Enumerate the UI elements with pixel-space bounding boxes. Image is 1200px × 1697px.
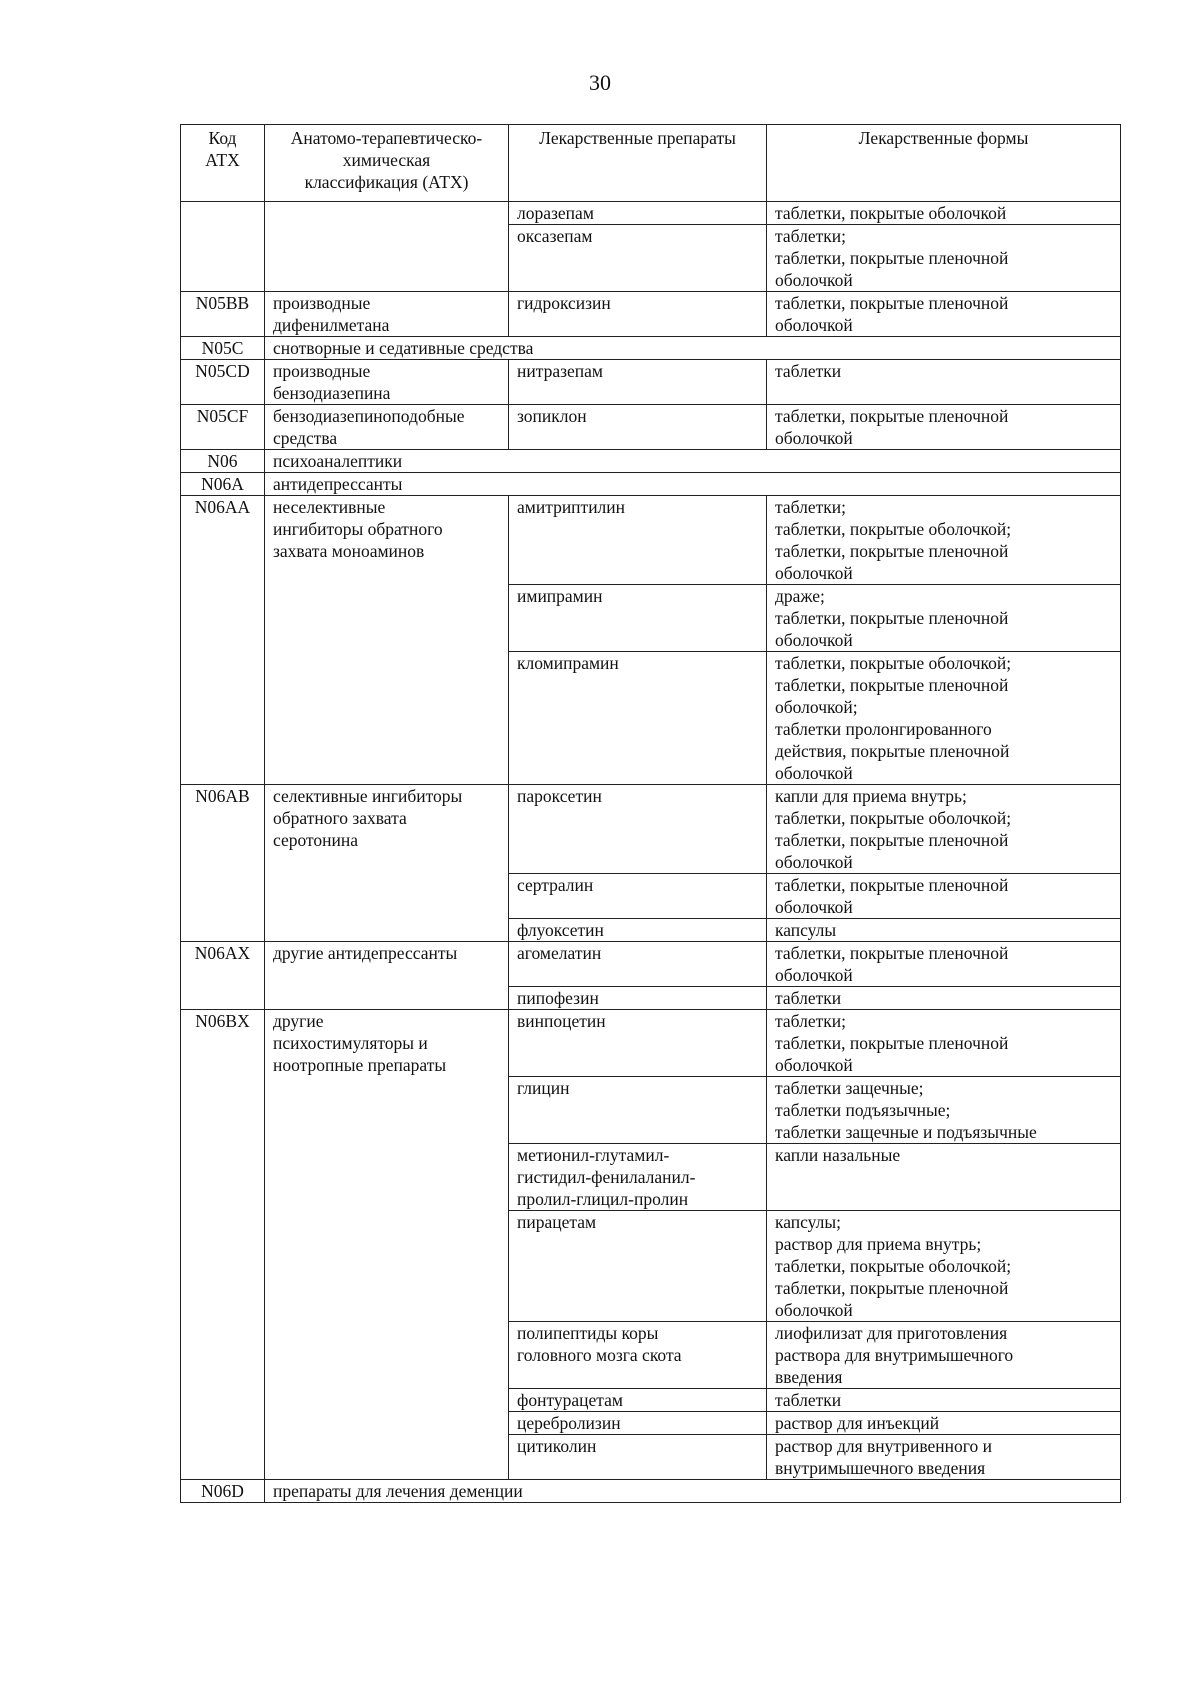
text-line: флуоксетин [517, 920, 604, 940]
header-forms [767, 125, 1121, 202]
dosage-form-cell [767, 1144, 1121, 1211]
text-line: антидепрессанты [273, 474, 403, 494]
text-line: таблетки; [775, 497, 846, 517]
atx-code-cell [181, 405, 265, 450]
text-line: N05C [201, 338, 244, 358]
text-line: глицин [517, 1078, 570, 1098]
dosage-form-cell [767, 919, 1121, 942]
atx-table [180, 124, 1121, 1503]
text-line: капли назальные [775, 1145, 901, 1165]
text-line: таблетки, покрытые пленочной [775, 248, 1009, 268]
text-line: оболочкой [775, 315, 853, 335]
classification-cell [265, 292, 509, 337]
text-line: цитиколин [517, 1436, 597, 1456]
text-line: капсулы; [775, 1212, 842, 1232]
dosage-form-cell [767, 1389, 1121, 1412]
drug-cell [509, 987, 767, 1010]
drug-cell [509, 292, 767, 337]
dosage-form-cell [767, 202, 1121, 225]
text-line: психоаналептики [273, 451, 403, 471]
dosage-form-cell [767, 942, 1121, 987]
text-line: N06D [201, 1481, 244, 1501]
dosage-form-cell [767, 1412, 1121, 1435]
text-line: таблетки, покрытые оболочкой; [775, 519, 1012, 539]
dosage-form-cell [767, 360, 1121, 405]
text-line: обратного захвата [273, 808, 407, 828]
text-line: N06AX [194, 943, 251, 963]
atx-code-cell [181, 450, 265, 473]
text-line: введения [775, 1367, 843, 1387]
text-line: таблетки; [775, 1011, 846, 1031]
atx-code-cell [181, 337, 265, 360]
text-line: таблетки, покрытые пленочной [775, 875, 1009, 895]
table-row [181, 942, 1121, 987]
text-line: раствор для приема внутрь; [775, 1234, 982, 1254]
drug-cell [509, 360, 767, 405]
text-line: ингибиторы обратного [273, 519, 443, 539]
page-number: 30 [589, 70, 611, 95]
text-line: метионил-глутамил- [517, 1145, 670, 1165]
table-row [181, 405, 1121, 450]
text-line: N06BX [195, 1011, 250, 1031]
drug-cell [509, 225, 767, 292]
classification-cell [265, 496, 509, 785]
text-line: гистидил-фенилаланил- [517, 1167, 696, 1187]
table-row [181, 292, 1121, 337]
dosage-form-cell [767, 1211, 1121, 1322]
atx-code-cell [181, 1480, 265, 1503]
text-line: N06AB [195, 786, 250, 806]
drug-cell [509, 202, 767, 225]
drug-cell [509, 1144, 767, 1211]
text-line: пароксетин [517, 786, 602, 806]
text-line: таблетки, покрытые пленочной [775, 293, 1009, 313]
text-line: оболочкой; [775, 697, 858, 717]
text-line: гидроксизин [517, 293, 611, 313]
text-line: оболочкой [775, 1055, 853, 1075]
text-line: оболочкой [775, 270, 853, 290]
drug-cell [509, 1435, 767, 1480]
text-line: агомелатин [517, 943, 602, 963]
text-line: таблетки, покрытые оболочкой; [775, 808, 1012, 828]
drug-cell [509, 1322, 767, 1389]
text-line: таблетки пролонгированного [775, 719, 992, 739]
dosage-form-cell [767, 225, 1121, 292]
text-line: оболочкой [775, 563, 853, 583]
text-line: оболочкой [775, 852, 853, 872]
text-line: Лекарственные формы [858, 128, 1029, 148]
dosage-form-cell [767, 292, 1121, 337]
table-row [181, 785, 1121, 874]
table-header-row [181, 125, 1121, 202]
dosage-form-cell [767, 496, 1121, 585]
dosage-form-cell [767, 1435, 1121, 1480]
text-line: имипрамин [517, 586, 603, 606]
text-line: лиофилизат для приготовления [775, 1323, 1008, 1343]
dosage-form-cell [767, 785, 1121, 874]
text-line: N06AA [194, 497, 251, 517]
atx-code-cell [181, 473, 265, 496]
drug-cell [509, 1010, 767, 1077]
dosage-form-cell [767, 405, 1121, 450]
drug-cell [509, 652, 767, 785]
classification-cell [265, 360, 509, 405]
dosage-form-cell [767, 874, 1121, 919]
classification-cell [265, 450, 1121, 473]
atx-code-cell [181, 942, 265, 1010]
text-line: оболочкой [775, 1300, 853, 1320]
drug-cell [509, 496, 767, 585]
table-row [181, 496, 1121, 585]
text-line: церебролизин [517, 1413, 621, 1433]
classification-cell [265, 1010, 509, 1480]
atx-code-cell [181, 292, 265, 337]
classification-cell [265, 473, 1121, 496]
text-line: дифенилметана [273, 315, 390, 335]
text-line: раствор для внутривенного и [775, 1436, 993, 1456]
text-line: лоразепам [517, 203, 594, 223]
text-line: химическая [342, 150, 431, 170]
text-line: таблетки подъязычные; [775, 1100, 951, 1120]
text-line: препараты для лечения деменции [273, 1481, 523, 1501]
text-line: таблетки защечные; [775, 1078, 924, 1098]
text-line: раствор для инъекций [775, 1413, 940, 1433]
drug-cell [509, 1077, 767, 1144]
drug-cell [509, 1389, 767, 1412]
text-line: пирацетам [517, 1212, 597, 1232]
text-line: классификация (АТХ) [304, 172, 469, 192]
atx-code-cell [181, 785, 265, 942]
text-line: производные [273, 361, 371, 381]
atx-code-cell [181, 1010, 265, 1480]
text-line: оболочкой [775, 965, 853, 985]
text-line: внутримышечного введения [775, 1458, 986, 1478]
text-line: N06A [201, 474, 244, 494]
atx-code-cell [181, 202, 265, 292]
text-line: таблетки, покрытые пленочной [775, 1033, 1009, 1053]
classification-cell [265, 337, 1121, 360]
table-row [181, 202, 1121, 225]
text-line: пролил-глицил-пролин [517, 1189, 689, 1209]
classification-cell [265, 405, 509, 450]
atx-table-body [181, 202, 1121, 1503]
text-line: снотворные и седативные средства [273, 338, 534, 358]
text-line: психостимуляторы и [273, 1033, 428, 1053]
drug-cell [509, 874, 767, 919]
text-line: таблетки, покрытые пленочной [775, 943, 1009, 963]
text-line: N06 [207, 451, 238, 471]
text-line: полипептиды коры [517, 1323, 659, 1343]
header-drugs [509, 125, 767, 202]
text-line: таблетки, покрытые пленочной [775, 1278, 1009, 1298]
text-line: бензодиазепина [273, 383, 391, 403]
text-line: АТХ [205, 150, 240, 170]
table-row [181, 473, 1121, 496]
text-line: таблетки; [775, 226, 846, 246]
text-line: производные [273, 293, 371, 313]
text-line: таблетки, покрытые оболочкой; [775, 1256, 1012, 1276]
table-row [181, 360, 1121, 405]
header-code [181, 125, 265, 202]
drug-cell [509, 785, 767, 874]
text-line: селективные ингибиторы [273, 786, 463, 806]
text-line: нитразепам [517, 361, 603, 381]
text-line: N05CD [195, 361, 250, 381]
text-line: оболочкой [775, 897, 853, 917]
text-line: захвата моноаминов [273, 541, 425, 561]
text-line: таблетки, покрытые оболочкой [775, 203, 1007, 223]
dosage-form-cell [767, 652, 1121, 785]
dosage-form-cell [767, 1010, 1121, 1077]
atx-code-cell [181, 496, 265, 785]
text-line: средства [273, 428, 338, 448]
drug-cell [509, 942, 767, 987]
text-line: Код [208, 128, 237, 148]
drug-cell [509, 919, 767, 942]
text-line: оболочкой [775, 763, 853, 783]
text-line: кломипрамин [517, 653, 619, 673]
classification-cell [265, 942, 509, 1010]
text-line: оболочкой [775, 428, 853, 448]
text-line: таблетки [775, 1390, 842, 1410]
text-line: таблетки, покрытые оболочкой; [775, 653, 1012, 673]
dosage-form-cell [767, 1322, 1121, 1389]
text-line: Лекарственные препараты [539, 128, 736, 148]
drug-cell [509, 1211, 767, 1322]
text-line: другие [273, 1011, 324, 1031]
dosage-form-cell [767, 1077, 1121, 1144]
text-line: пипофезин [517, 988, 599, 1008]
text-line: амитриптилин [517, 497, 626, 517]
header-classification [265, 125, 509, 202]
table-row [181, 337, 1121, 360]
text-line: серотонина [273, 830, 359, 850]
text-line: оксазепам [517, 226, 593, 246]
text-line: бензодиазепиноподобные [273, 406, 465, 426]
text-line: таблетки, покрытые пленочной [775, 608, 1009, 628]
drug-cell [509, 1412, 767, 1435]
text-line: ноотропные препараты [273, 1055, 447, 1075]
table-row [181, 1480, 1121, 1503]
text-line: действия, покрытые пленочной [775, 741, 1010, 761]
text-line: раствора для внутримышечного [775, 1345, 1014, 1365]
drug-cell [509, 405, 767, 450]
text-line: N05CF [196, 406, 249, 426]
text-line: таблетки защечные и подъязычные [775, 1122, 1037, 1142]
text-line: капли для приема внутрь; [775, 786, 967, 806]
text-line: Анатомо-терапевтическо- [290, 128, 483, 148]
text-line: таблетки, покрытые пленочной [775, 541, 1009, 561]
text-line: зопиклон [517, 406, 587, 426]
classification-cell [265, 785, 509, 942]
atx-code-cell [181, 360, 265, 405]
text-line: капсулы [775, 920, 837, 940]
text-line: таблетки, покрытые пленочной [775, 675, 1009, 695]
text-line: таблетки, покрытые пленочной [775, 406, 1009, 426]
table-row [181, 450, 1121, 473]
text-line: сертралин [517, 875, 594, 895]
text-line: оболочкой [775, 630, 853, 650]
text-line: неселективные [273, 497, 386, 517]
dosage-form-cell [767, 987, 1121, 1010]
text-line: винпоцетин [517, 1011, 606, 1031]
classification-cell [265, 202, 509, 292]
text-line: другие антидепрессанты [273, 943, 458, 963]
text-line: N05BB [195, 293, 250, 313]
text-line: таблетки, покрытые пленочной [775, 830, 1009, 850]
text-line: драже; [775, 586, 825, 606]
text-line: таблетки [775, 361, 842, 381]
drug-cell [509, 585, 767, 652]
classification-cell [265, 1480, 1121, 1503]
text-line: головного мозга скота [517, 1345, 682, 1365]
text-line: таблетки [775, 988, 842, 1008]
text-line: фонтурацетам [517, 1390, 623, 1410]
table-row [181, 1010, 1121, 1077]
dosage-form-cell [767, 585, 1121, 652]
